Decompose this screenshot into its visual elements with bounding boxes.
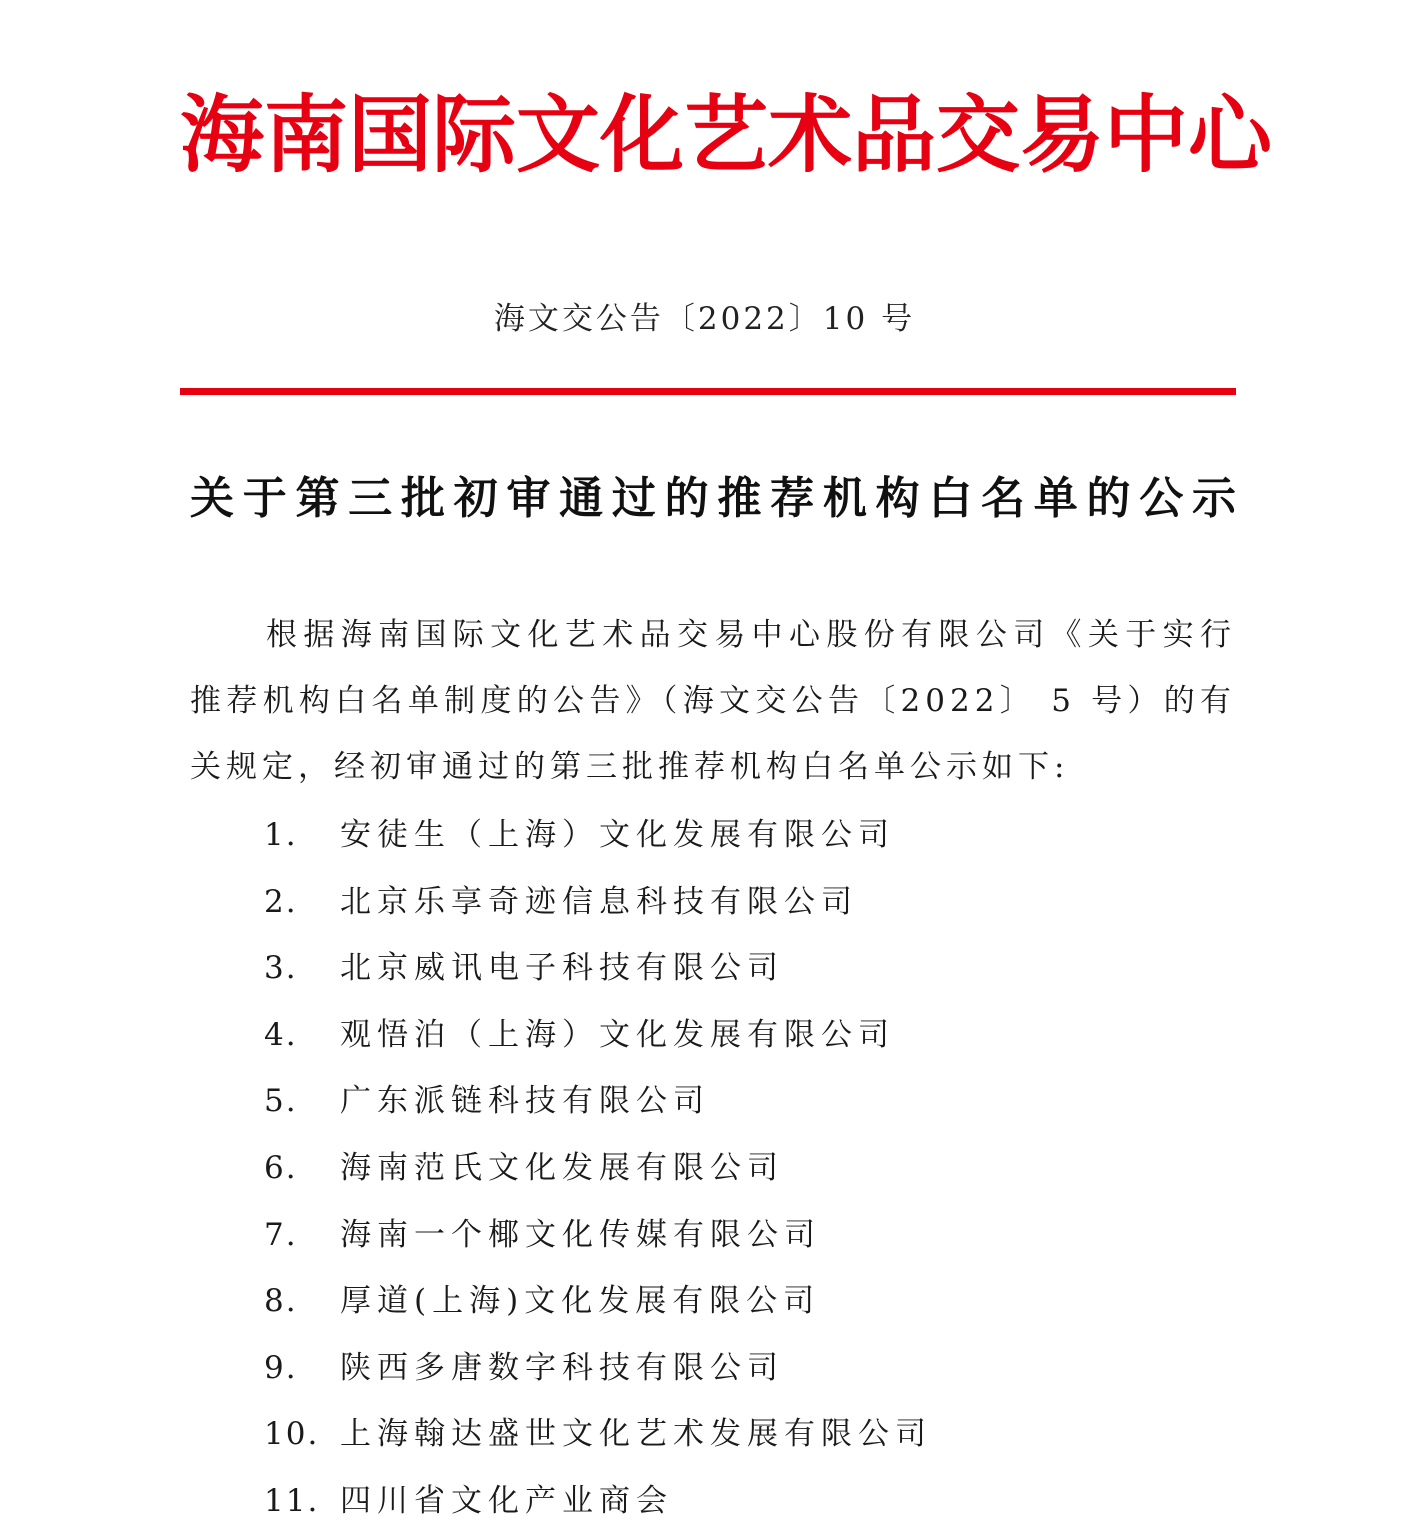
- organization-name: 北京乐享奇迹信息科技有限公司: [340, 883, 858, 920]
- intro-paragraph: 根据海南国际文化艺术品交易中心股份有限公司《关于实行推荐机构白名单制度的公告》（海文交公告〔2022〕 5 号）的有关规定，经初审通过的第三批推荐机构白名单公示如下:: [190, 617, 1236, 785]
- organization-name: 广东派链科技有限公司: [340, 1083, 710, 1120]
- organization-item: [264, 1068, 1224, 1135]
- organization-name: 陕西多唐数字科技有限公司: [340, 1349, 784, 1386]
- organization-name: 观悟泊（上海）文化发展有限公司: [340, 1016, 895, 1053]
- organization-item: [264, 869, 1224, 936]
- organization-list: [264, 802, 1224, 1535]
- header-divider: [180, 388, 1236, 395]
- organization-item: [264, 1401, 1224, 1468]
- organization-item: [264, 1268, 1224, 1335]
- item-number: 5.: [264, 1083, 298, 1120]
- organization-name: 四川省文化产业商会: [340, 1482, 673, 1519]
- organization-name: 海南范氏文化发展有限公司: [340, 1149, 784, 1186]
- organization-item: [264, 1468, 1224, 1535]
- item-number: 9.: [264, 1349, 298, 1386]
- item-number: 1.: [264, 817, 298, 853]
- organization-item: [264, 935, 1224, 1002]
- item-number: 4.: [264, 1016, 298, 1053]
- organization-header: 海南国际文化艺术品交易中心: [180, 86, 1273, 184]
- organization-name: 安徒生（上海）文化发展有限公司: [340, 817, 895, 853]
- item-number: 11.: [264, 1482, 320, 1519]
- item-number: 7.: [264, 1216, 298, 1253]
- item-number: 6.: [264, 1149, 298, 1186]
- item-number: 8.: [264, 1283, 298, 1320]
- organization-name: 厚道(上海)文化发展有限公司: [340, 1283, 821, 1320]
- notice-title: 关于第三批初审通过的推荐机构白名单的公示: [190, 473, 1236, 524]
- organization-name: 上海翰达盛世文化艺术发展有限公司: [340, 1416, 932, 1453]
- item-number: 2.: [264, 883, 298, 920]
- organization-item: [264, 1335, 1224, 1402]
- item-number: 3.: [264, 950, 298, 987]
- organization-item: [264, 1002, 1224, 1069]
- organization-name: 北京威讯电子科技有限公司: [340, 950, 784, 987]
- organization-item: [264, 1135, 1224, 1202]
- organization-item: [264, 802, 1224, 869]
- item-number: 10.: [264, 1416, 320, 1453]
- document-number: 海文交公告〔2022〕10 号: [493, 301, 916, 337]
- organization-item: [264, 1202, 1224, 1269]
- organization-name: 海南一个椰文化传媒有限公司: [340, 1216, 821, 1253]
